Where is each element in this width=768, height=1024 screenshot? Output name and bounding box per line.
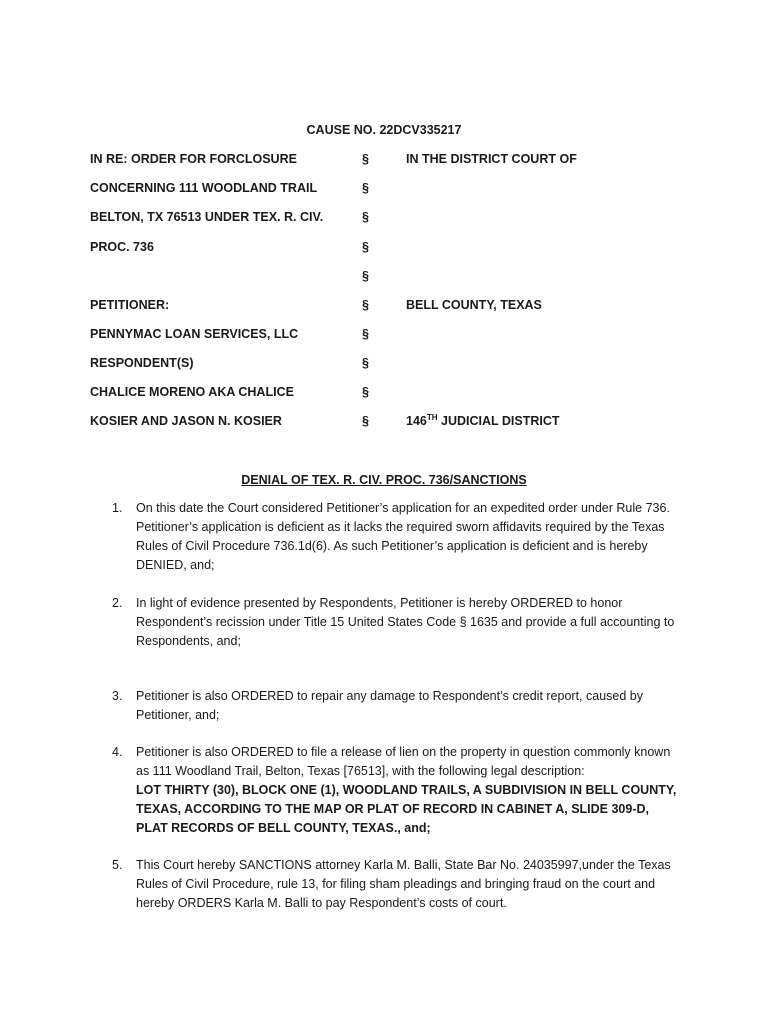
caption-row [90, 269, 710, 287]
caption-row [90, 210, 710, 228]
section-symbol: § [362, 327, 369, 341]
item-number: 3. [112, 689, 123, 703]
caption-left: PENNYMAC LOAN SERVICES, LLC [90, 327, 299, 341]
caption-row [90, 356, 710, 374]
caption-right: IN THE DISTRICT COURT OF [406, 152, 577, 166]
caption-row [90, 298, 710, 316]
caption-row [90, 152, 710, 170]
order-item [112, 743, 682, 838]
caption-row [90, 240, 710, 258]
caption-left: IN RE: ORDER FOR FORCLOSURE [90, 152, 297, 166]
order-item [112, 594, 682, 651]
section-symbol: § [362, 269, 369, 283]
caption-left: PROC. 736 [90, 240, 154, 254]
section-symbol: § [362, 356, 369, 370]
item-text-main: Petitioner is also ORDERED to file a release of lien on the property in question commonly known as 111 Woodland Trail, Belton, Texas [76513], with the following legal description: [136, 745, 671, 778]
section-symbol: § [362, 181, 369, 195]
ordinal-suffix: TH [426, 413, 438, 422]
item-text: On this date the Court considered Petitioner’s application for an expedited order under Rule 736. Petitioner’s application is deficient as it lacks the required sworn affidavits required by the Texas Rules of Civil Procedure 736.1d(6). As such Petitioner’s application is deficient and is hereby DENIED, and; [136, 501, 670, 572]
district-label: JUDICIAL DISTRICT [437, 414, 560, 428]
item-number: 4. [112, 745, 123, 759]
section-symbol: § [362, 210, 369, 224]
caption-left: CHALICE MORENO AKA CHALICE [90, 385, 294, 399]
caption-left: PETITIONER: [90, 298, 170, 312]
caption-row [90, 385, 710, 403]
item-text: Petitioner is also ORDERED to repair any damage to Respondent’s credit report, caused by Petitioner, and; [136, 689, 643, 722]
section-symbol: § [362, 152, 369, 166]
caption-left: CONCERNING 111 WOODLAND TRAIL [90, 181, 318, 195]
caption-row [90, 414, 710, 432]
caption-left: BELTON, TX 76513 UNDER TEX. R. CIV. [90, 210, 324, 224]
district-number: 146 [406, 414, 427, 428]
section-symbol: § [362, 385, 369, 399]
item-number: 5. [112, 858, 123, 872]
caption-row [90, 181, 710, 199]
caption-right: BELL COUNTY, TEXAS [406, 298, 542, 312]
cause-number: CAUSE NO. 22DCV335217 [306, 123, 462, 137]
item-text: In light of evidence presented by Respondents, Petitioner is hereby ORDERED to honor Respondent’s recission under Title 15 United States Code § 1635 and provide a full accounting to Respondents, and; [136, 596, 675, 648]
section-symbol: § [362, 240, 369, 254]
caption-left: KOSIER AND JASON N. KOSIER [90, 414, 282, 428]
section-symbol: § [362, 298, 369, 312]
order-item [112, 856, 682, 913]
order-item [112, 499, 682, 575]
section-symbol: § [362, 414, 369, 428]
order-item [112, 687, 682, 725]
legal-description: LOT THIRTY (30), BLOCK ONE (1), WOODLAND TRAILS, A SUBDIVISION IN BELL COUNTY, TEXAS, ACCORDING TO THE MAP OR PLAT OF RECORD IN CABINET A, SLIDE 309-D, PLAT RECORDS OF BELL COUNTY, TEXAS., and; [136, 783, 677, 835]
item-text [136, 743, 682, 838]
order-heading: DENIAL OF TEX. R. CIV. PROC. 736/SANCTIONS [241, 473, 527, 487]
item-number: 2. [112, 596, 123, 610]
caption-right-district [406, 414, 560, 428]
caption-left: RESPONDENT(S) [90, 356, 194, 370]
caption-row [90, 327, 710, 345]
item-number: 1. [112, 501, 123, 515]
item-text: This Court hereby SANCTIONS attorney Karla M. Balli, State Bar No. 24035997,under the Texas Rules of Civil Procedure, rule 13, for filing sham pleadings and bringing fraud on the court and hereby ORDERS Karla M. Balli to pay Respondent’s costs of court. [136, 858, 671, 910]
